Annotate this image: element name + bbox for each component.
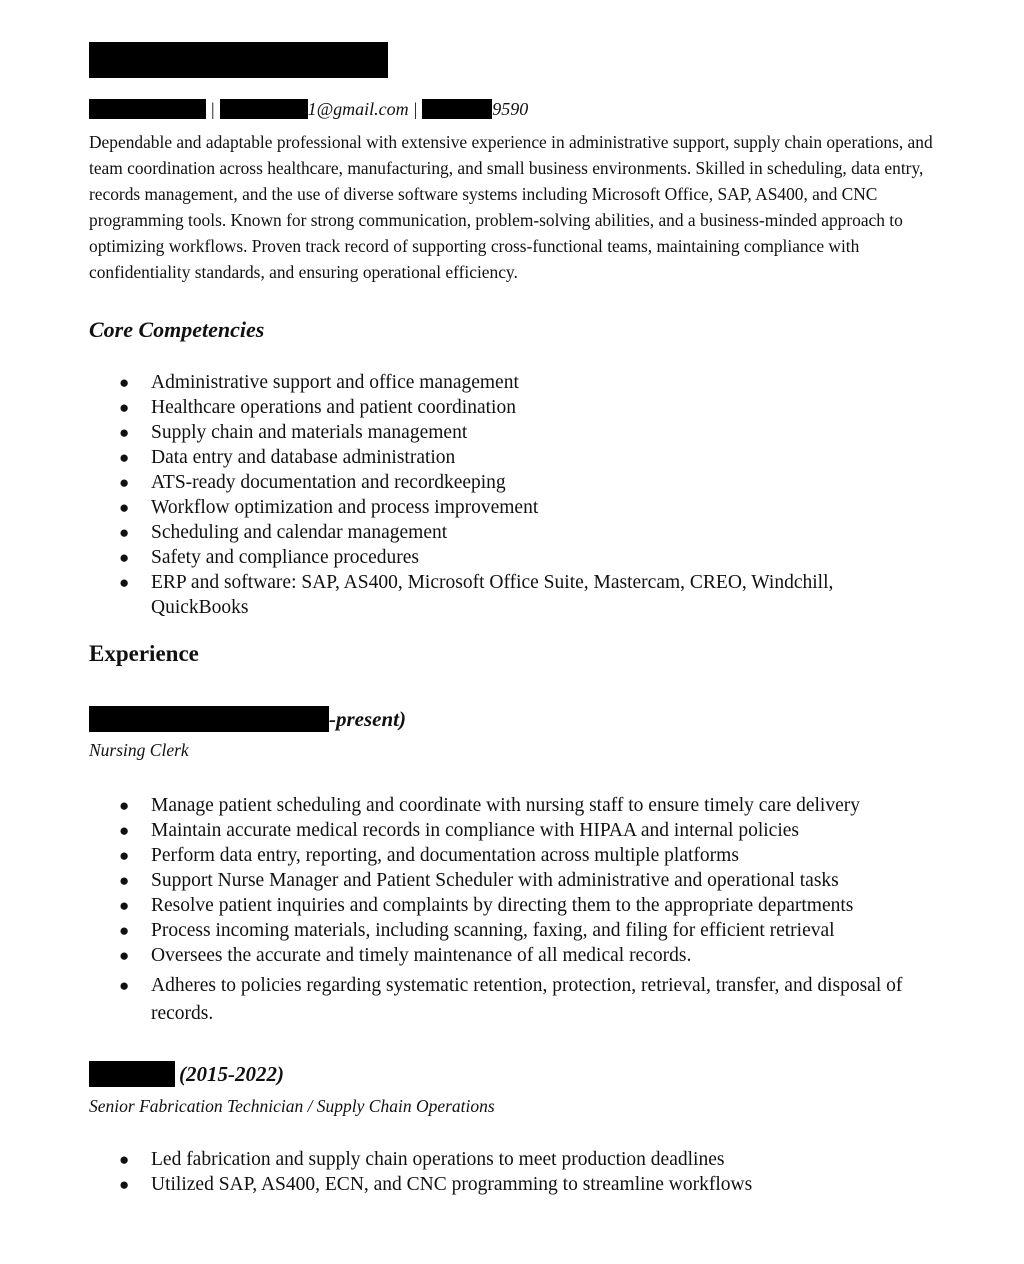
list-item: ● Utilized SAP, AS400, ECN, and CNC programming to streamline workflows: [119, 1174, 753, 1195]
competencies-list: [0, 370, 960, 620]
contact-line: [89, 98, 528, 120]
phone-suffix: 9590: [492, 99, 529, 119]
list-item: ● Resolve patient inquiries and complaints by directing them to the appropriate departments: [119, 895, 854, 916]
redacted-employer: [89, 1061, 175, 1087]
list-item: ● Support Nurse Manager and Patient Scheduler with administrative and operational tasks: [119, 870, 839, 891]
job-1-bullets: [0, 793, 960, 1028]
redacted-location: [89, 99, 206, 119]
list-item: ● ATS-ready documentation and recordkeeping: [119, 472, 506, 493]
list-item: ● ERP and software: SAP, AS400, Microsoft Office Suite, Mastercam, CREO, Windchill, QuickBooks: [119, 572, 834, 618]
job-2-bullets: [0, 1147, 960, 1197]
job-2-dates: (2015-2022): [179, 1062, 284, 1086]
experience-heading: Experience: [89, 641, 199, 666]
redacted-employer: [89, 706, 329, 732]
professional-summary: Dependable and adaptable professional with extensive experience in administrative support, supply chain operations, and team coordination across healthcare, manufacturing, and small business environments. Skilled in scheduling, data entry, records management, and the use of diverse software systems including Microsoft Office, SAP, AS400, and CNC programming tools. Known for strong communication, problem-solving abilities, and a business-minded approach to optimizing workflows. Proven track record of supporting cross-functional teams, maintaining compliance with confidentiality standards, and ensuring operational efficiency.: [89, 132, 933, 282]
competencies-heading: Core Competencies: [89, 317, 265, 342]
list-item: ● Process incoming materials, including scanning, faxing, and filing for efficient retrieval: [119, 920, 835, 941]
redacted-email-prefix: [220, 99, 308, 119]
job-1-dates: -present): [329, 707, 406, 731]
redacted-phone-prefix: [422, 99, 492, 119]
job-2-title: [89, 1061, 284, 1087]
list-item: ● Adheres to policies regarding systematic retention, protection, retrieval, transfer, and disposal of records.: [119, 975, 903, 1024]
job-1-role: Nursing Clerk: [89, 740, 189, 760]
list-item: ● Administrative support and office management: [119, 372, 519, 393]
list-item: ● Led fabrication and supply chain operations to meet production deadlines: [119, 1149, 725, 1170]
email-suffix: 1@gmail.com: [307, 99, 409, 119]
list-item: ● Maintain accurate medical records in compliance with HIPAA and internal policies: [119, 820, 799, 841]
list-item: ● Data entry and database administration: [119, 447, 456, 468]
list-item: ● Healthcare operations and patient coordination: [119, 397, 516, 418]
job-2-role: Senior Fabrication Technician / Supply Chain Operations: [89, 1096, 495, 1116]
list-item: ● Safety and compliance procedures: [119, 547, 420, 568]
list-item: ● Oversees the accurate and timely maintenance of all medical records.: [119, 945, 692, 966]
list-item: ● Perform data entry, reporting, and documentation across multiple platforms: [119, 845, 739, 866]
list-item: ● Manage patient scheduling and coordinate with nursing staff to ensure timely care delivery: [119, 795, 860, 816]
list-item: ● Supply chain and materials management: [119, 422, 468, 443]
job-1-title: [89, 706, 406, 732]
list-item: ● Workflow optimization and process improvement: [119, 497, 539, 518]
redacted-name: [89, 42, 388, 78]
list-item: ● Scheduling and calendar management: [119, 522, 448, 543]
contact-separator: |: [211, 99, 215, 119]
contact-separator: |: [413, 99, 418, 119]
